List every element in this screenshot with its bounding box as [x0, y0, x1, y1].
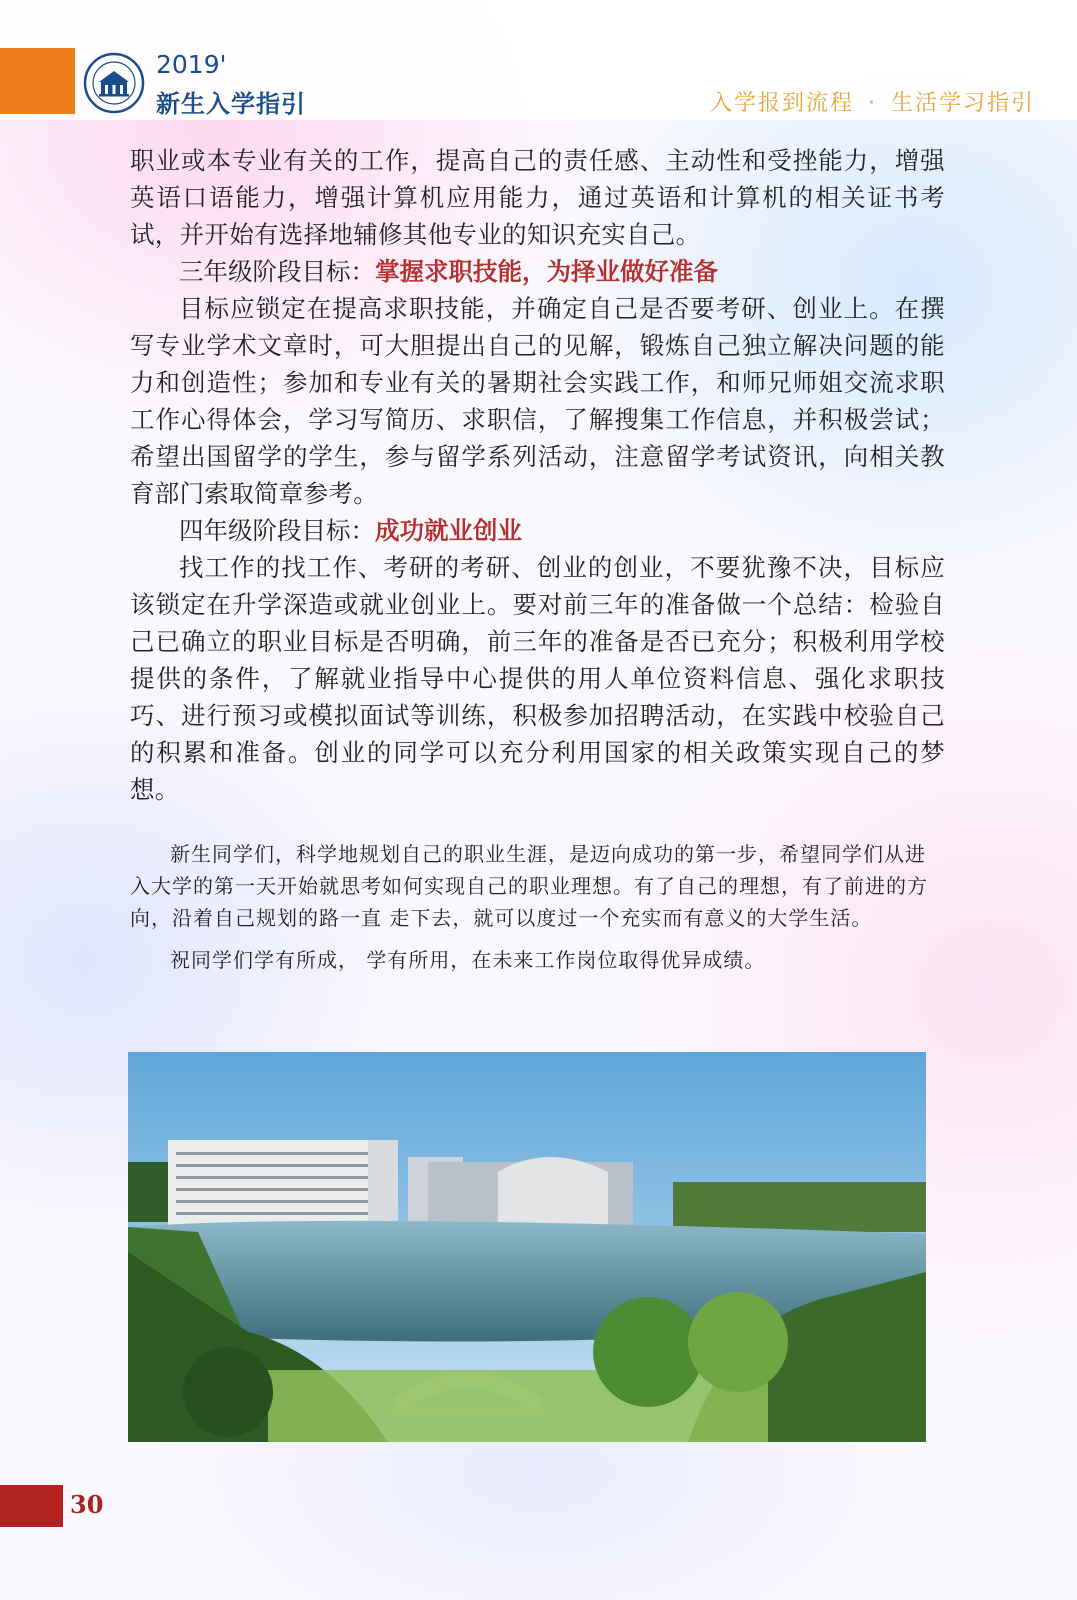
nav-life-study-guide: 生活学习指引 [890, 91, 1035, 116]
third-year-paragraph: 目标应锁定在提高求职技能，并确定自己是否要考研、创业上。在撰写专业学术文章时，可大胆提出自己的见解，锻炼自己独立解决问题的能力和创造性；参加和专业有关的暑期社会实践工作，和师兄师姐交流求职工作心得体会，学习写简历、求职信，了解搜集工作信息，并积极尝试；希望出国留学的学生，参与留学系列活动，注意留学考试资讯，向相关教育部门索取简章参考。 [130, 294, 945, 508]
page-number: 30 [70, 1490, 104, 1519]
closing-message [130, 838, 930, 976]
main-content [130, 142, 945, 808]
campus-lake-photo [128, 1052, 926, 1442]
third-year-goal-text: 掌握求职技能，为择业做好准备 [375, 257, 718, 286]
fourth-year-paragraph: 找工作的找工作、考研的考研、创业的创业，不要犹豫不决，目标应该锁定在升学深造或就业创业上。要对前三年的准备做一个总结：检验自己已确立的职业目标是否明确，前三年的准备是否已充分；积极利用学校提供的条件，了解就业指导中心提供的用人单位资料信息、强化求职技巧、进行预习或模拟面试等训练，积极参加招聘活动，在实践中校验自己的积累和准备。创业的同学可以充分利用国家的相关政策实现自己的梦想。 [130, 553, 945, 804]
header-year: 2019' [156, 50, 227, 79]
footer-accent-bar [0, 1485, 63, 1527]
header-section-nav [710, 86, 1035, 117]
university-logo-icon [83, 52, 145, 114]
fourth-year-goal-heading [130, 512, 945, 549]
header-accent-bar [0, 48, 75, 114]
guide-title: 新生入学指引 [156, 90, 306, 118]
paragraph-continued: 职业或本专业有关的工作，提高自己的责任感、主动性和受挫能力，增强英语口语能力，增强计算机应用能力，通过英语和计算机的相关证书考试，并开始有选择地辅修其他专业的知识充实自己。 [130, 146, 945, 249]
fourth-year-goal-text: 成功就业创业 [375, 516, 522, 545]
closing-wish: 祝同学们学有所成， 学有所用，在未来工作岗位取得优异成绩。 [170, 948, 766, 972]
nav-registration-process: 入学报到流程 [709, 91, 854, 116]
third-year-goal-label: 三年级阶段目标： [179, 257, 375, 286]
nav-separator: · [867, 91, 877, 116]
fourth-year-goal-label: 四年级阶段目标： [179, 516, 375, 545]
page-header [0, 0, 1077, 120]
third-year-goal-heading [130, 253, 945, 290]
closing-paragraph: 新生同学们，科学地规划自己的职业生涯，是迈向成功的第一步，希望同学们从进入大学的第一天开始就思考如何实现自己的职业理想。有了自己的理想，有了前进的方向，沿着自己规划的路一直 走下去，就可以度过一个充实而有意义的大学生活。 [130, 842, 928, 930]
